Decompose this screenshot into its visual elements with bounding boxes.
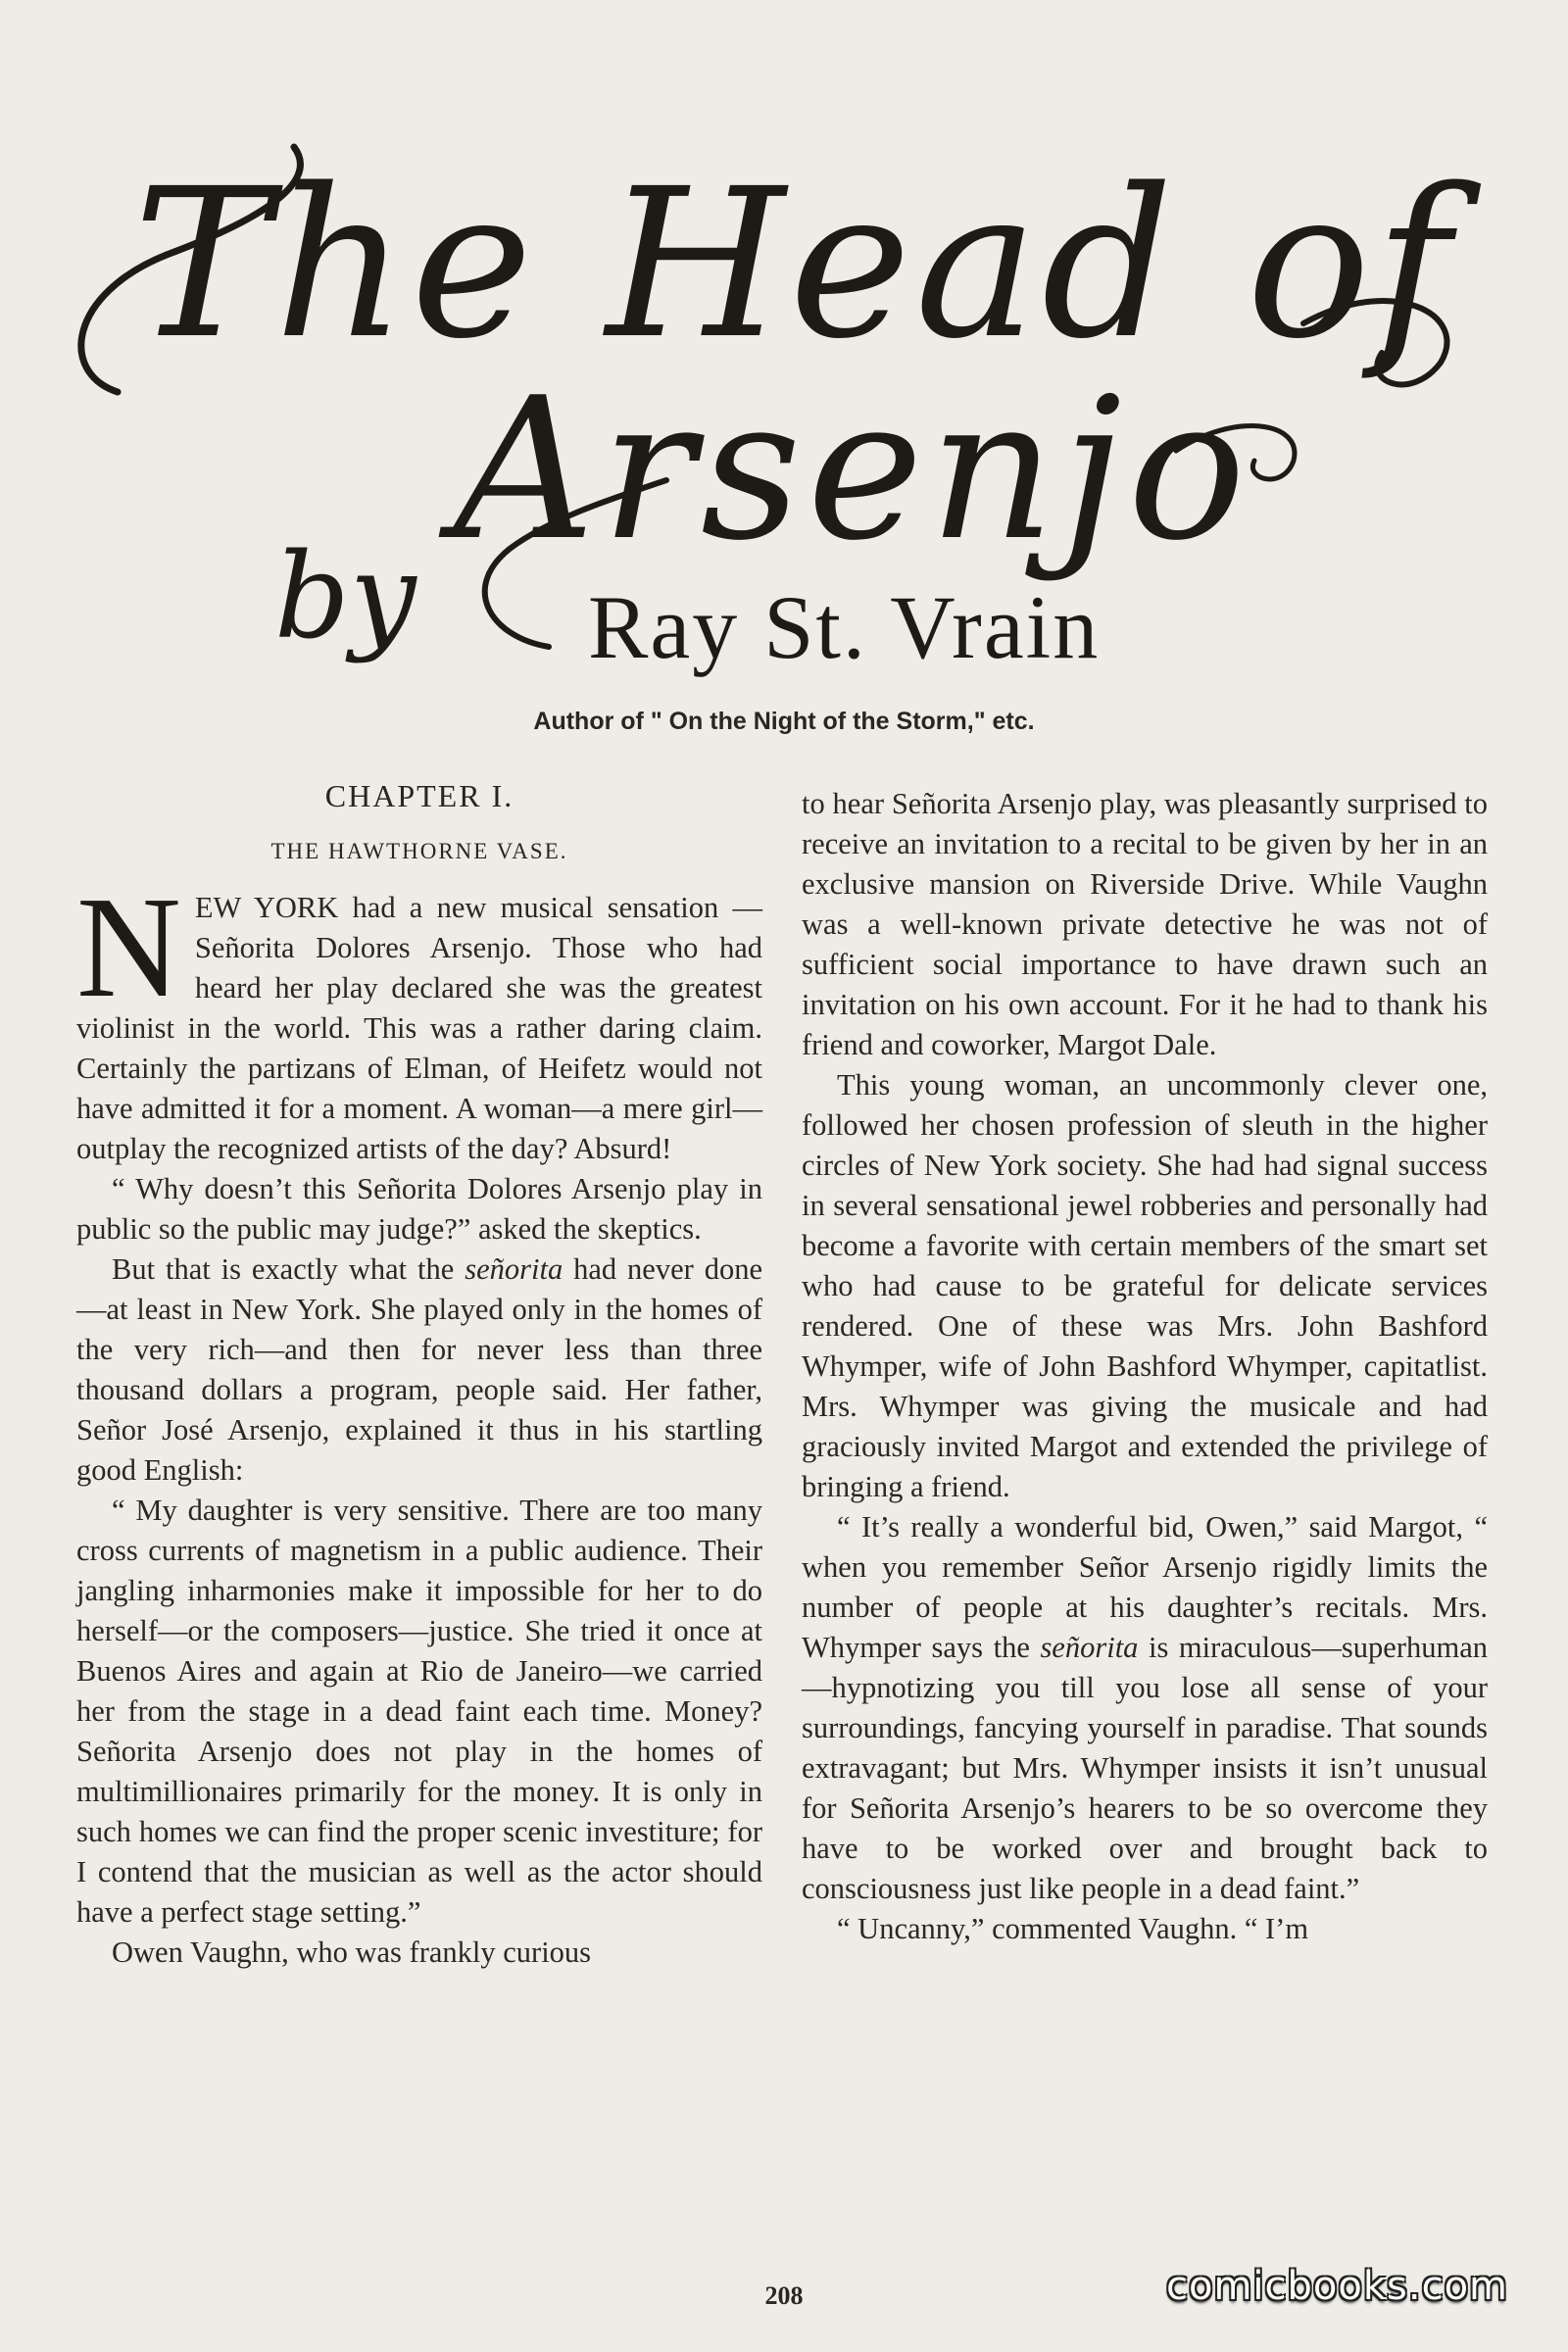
italic-word: señorita <box>465 1252 564 1286</box>
paragraph-text: is miraculous—superhuman—hypnotizing you till you lose all sense of your surroundings, fancying yourself in paradise. That sounds extravagant; but Mrs. Whymper insists it isn’t unusual for Señorita Arsenjo’s hearers to be so overcome they have to be worked over and brought back to consciousness just like people in a dead faint.” <box>802 1631 1488 1905</box>
paragraph: Owen Vaughn, who was frankly curious <box>112 1936 592 1969</box>
paragraph-opening <box>76 867 762 1169</box>
chapter-subheading: THE HAWTHORNE VASE. <box>270 839 568 863</box>
page-number: 208 <box>764 2281 804 2310</box>
paragraph: “ My daughter is very sensitive. There are too many cross currents of magnetism in a public audience. Their jangling inharmonies make it impossible for her to do herself—or the composers—justice. She tried it once at Buenos Aires and again at Rio de Janeiro—we carried her from the stage in a dead faint each time. Money? Señorita Arsenjo does not play in the homes of multimillionaires primarily for the money. It is only in such homes we can find the proper scenic investiture; for I contend that the musician as well as the actor should have a perfect stage setting.” <box>76 1494 762 1929</box>
right-column <box>802 784 1488 1949</box>
paragraph: “ Why doesn’t this Señorita Dolores Arsenjo play in public so the public may judge?” asked the skeptics. <box>76 1172 762 1246</box>
italic-word: señorita <box>1040 1631 1139 1664</box>
paragraph-text: But that is exactly what the <box>112 1252 466 1286</box>
chapter-heading: CHAPTER I. <box>324 778 514 813</box>
title-block <box>0 127 1568 676</box>
drop-cap: N <box>76 867 181 1028</box>
paragraph: to hear Señorita Arsenjo play, was pleasantly surprised to receive an invitation to a recital to be given by her in an exclusive mansion on Riverside Drive. While Vaughn was a well-known private detective he was not of sufficient social importance to have drawn such an invitation on his own account. For it he had to thank his friend and coworker, Margot Dale. <box>802 787 1488 1061</box>
left-column <box>76 774 762 1973</box>
paragraph-text: “ It’s really a wonderful bid, Owen,” said Margot, “ when you remember Señor Arsenjo rigidly limits the number of people at his daughter’s recitals. Mrs. Whymper says the <box>802 1510 1488 1664</box>
paragraph <box>76 1250 762 1491</box>
title-line-1: The Head of <box>132 144 1455 384</box>
paragraph <box>802 1507 1488 1909</box>
paragraph: “ Uncanny,” commented Vaughn. “ I’m <box>837 1912 1309 1945</box>
paragraph: This young woman, an uncommonly clever one, followed her chosen profession of sleuth in the higher circles of New York society. She had had signal success in several sensational jewel robberies and personally had become a favorite with certain members of the smart set who had cause to be grateful for delicate services rendered. One of these was Mrs. John Bashford Whymper, wife of John Bashford Whymper, capitatlist. Mrs. Whymper was giving the musicale and had graciously invited Margot and extended the privilege of bringing a friend. <box>802 1068 1488 1503</box>
paragraph-text: EW YORK had a new musical sensation — Señorita Dolores Arsenjo. Those who had heard her play declared she was the greatest violinist in the world. This was a rather daring claim. Certainly the partizans of Elman, of Heifetz would not have admitted it for a moment. A woman—a mere girl—outplay the recognized artists of the day? Absurd! <box>76 891 762 1165</box>
paragraph-text: had never done—at least in New York. She played only in the homes of the very rich—and then for never less than three thousand dollars a program, people said. Her father, Señor José Arsenjo, explained it thus in his startling good English: <box>76 1252 762 1487</box>
author-name: Ray St. Vrain <box>588 577 1101 677</box>
byline-by: by <box>274 529 416 665</box>
title-line-2: Arsenjo <box>453 356 1252 584</box>
author-credit: Author of " On the Night of the Storm," etc. <box>533 708 1035 735</box>
watermark: comicbooks.com <box>1166 2264 1509 2309</box>
